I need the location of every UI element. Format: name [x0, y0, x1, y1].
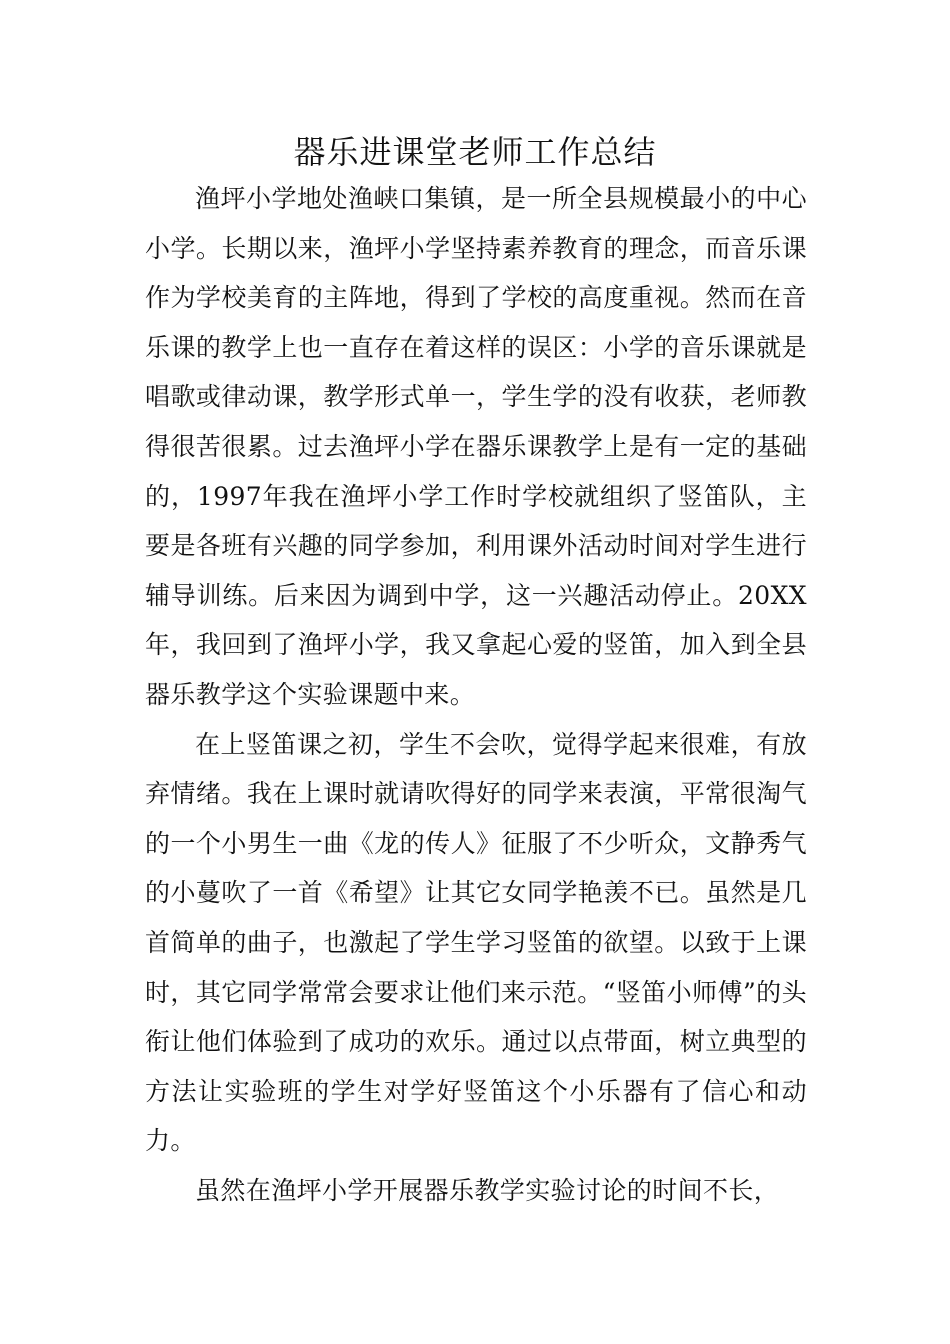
paragraph-2: 在上竖笛课之初，学生不会吹，觉得学起来很难，有放弃情绪。我在上课时就请吹得好的同学来表演，平常很淘气的一个小男生一曲《龙的传人》征服了不少听众，文静秀气的小蔓吹了一首《希望》让其它女同学艳羡不已。虽然是几首简单的曲子，也激起了学生学习竖笛的欲望。以致于上课时，其它同学常常会要求让他们来示范。“竖笛小师傅”的头衔让他们体验到了成功的欢乐。通过以点带面，树立典型的方法让实验班的学生对学好竖笛这个小乐器有了信心和动力。 — [145, 729, 807, 1156]
paragraph-3: 虽然在渔坪小学开展器乐教学实验讨论的时间不长， — [195, 1175, 780, 1205]
document-body — [145, 174, 807, 1215]
document-title: 器乐进课堂老师工作总结 — [293, 133, 657, 171]
paragraph-1: 渔坪小学地处渔峡口集镇，是一所全县规模最小的中心小学。长期以来，渔坪小学坚持素养教育的理念，而音乐课作为学校美育的主阵地，得到了学校的高度重视。然而在音乐课的教学上也一直存在着这样的误区：小学的音乐课就是唱歌或律动课，教学形式单一，学生学的没有收获，老师教得很苦很累。过去渔坪小学在器乐课教学上是有一定的基础的，1997年我在渔坪小学工作时学校就组织了竖笛队，主要是各班有兴趣的同学参加，利用课外活动时间对学生进行辅导训练。后来因为调到中学，这一兴趣活动停止。20XX年，我回到了渔坪小学，我又拿起心爱的竖笛，加入到全县器乐教学这个实验课题中来。 — [145, 184, 807, 709]
